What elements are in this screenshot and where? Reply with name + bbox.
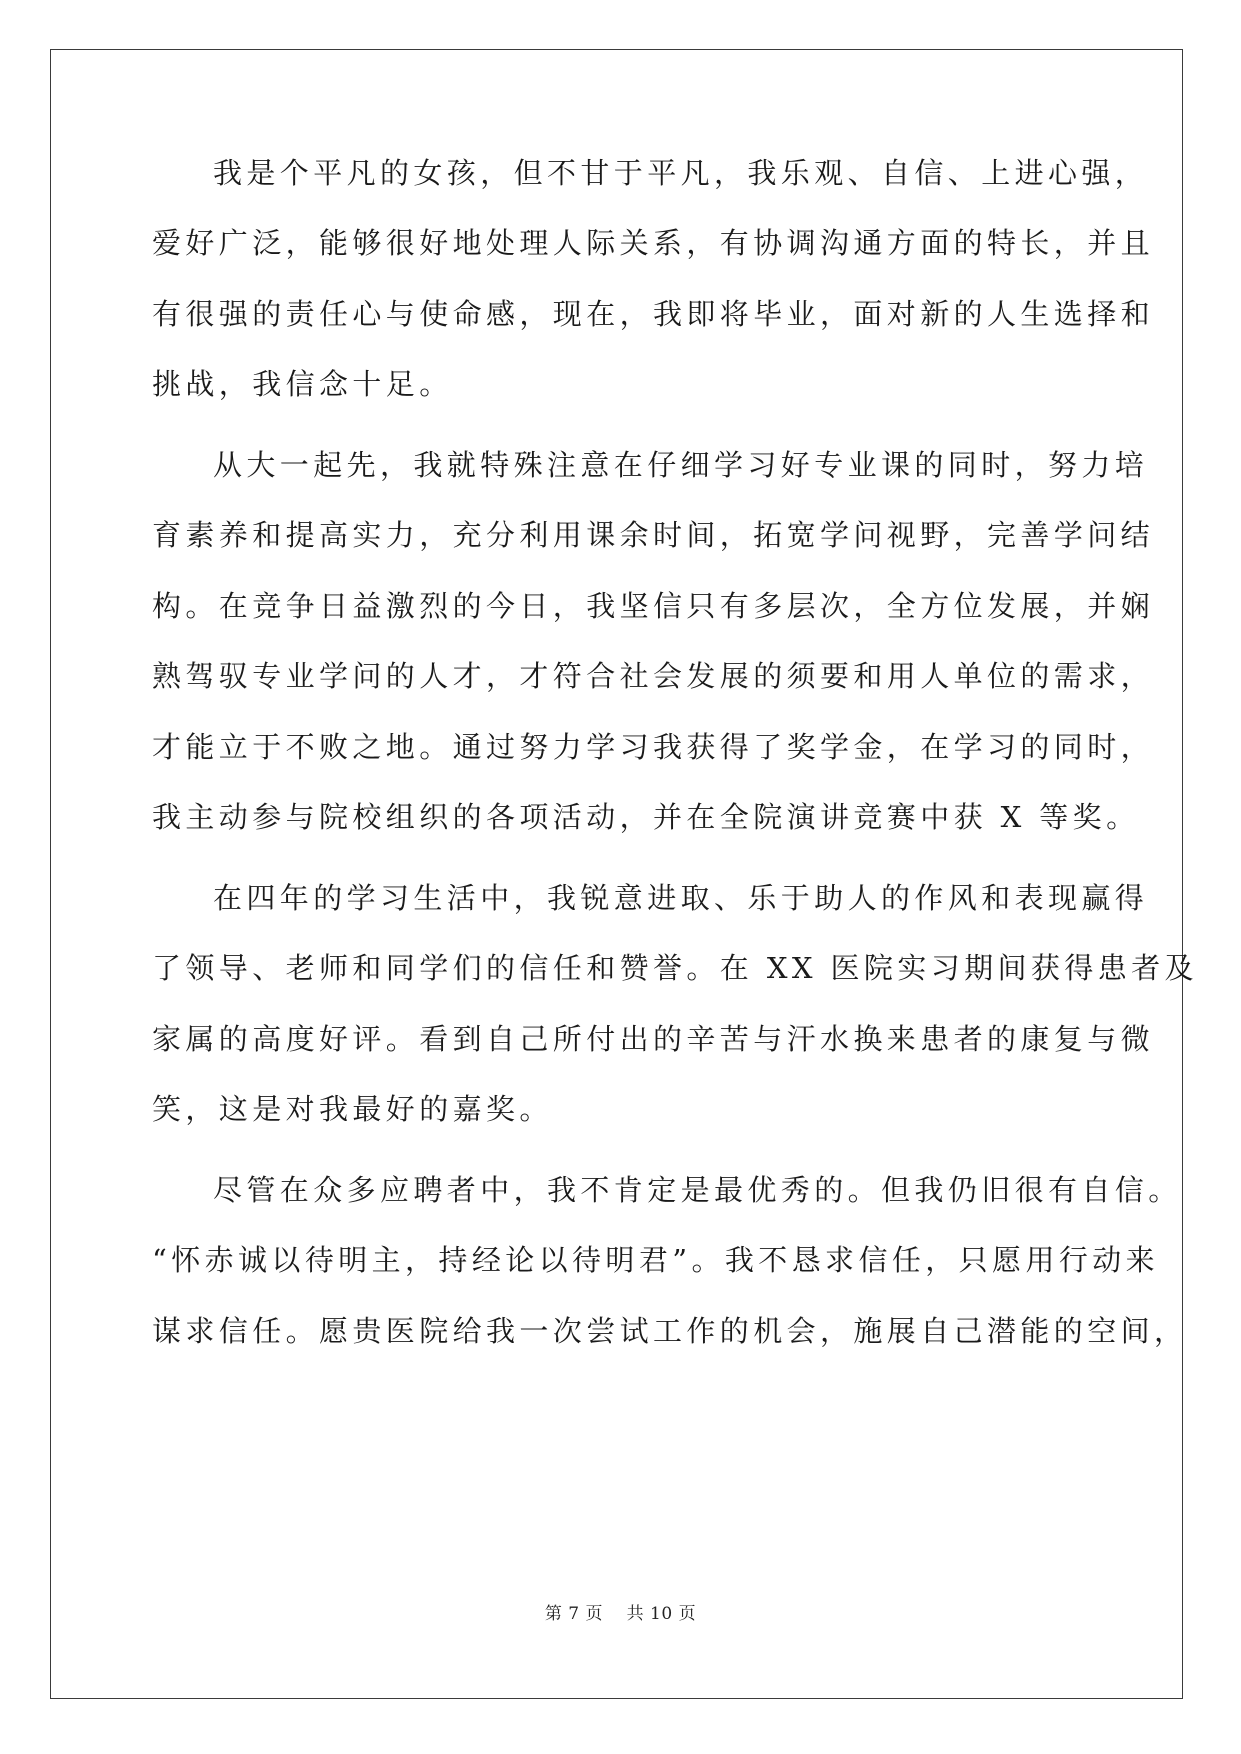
paragraph-1-line-1: 我是个平凡的女孩，但不甘于平凡，我乐观、自信、上进心强， <box>213 156 1149 190</box>
paragraph-3-line-1: 在四年的学习生活中，我锐意进取、乐于助人的作风和表现赢得 <box>213 881 1149 915</box>
paragraph-2-line-4: 熟驾驭专业学问的人才，才符合社会发展的须要和用人单位的需求， <box>152 659 1155 693</box>
paragraph-2-line-2: 育素养和提高实力，充分利用课余时间，拓宽学问视野，完善学问结 <box>152 518 1155 552</box>
paragraph-1-line-3: 有很强的责任心与使命感，现在，我即将毕业，面对新的人生选择和 <box>152 297 1155 331</box>
paragraph-2-line-6: 我主动参与院校组织的各项活动，并在全院演讲竞赛中获 X 等奖。 <box>152 800 1140 834</box>
paragraph-2-line-1: 从大一起先，我就特殊注意在仔细学习好专业课的同时，努力培 <box>213 448 1149 482</box>
paragraph-1-line-2: 爱好广泛，能够很好地处理人际关系，有协调沟通方面的特长，并且 <box>152 226 1155 260</box>
paragraph-4-line-2: “怀赤诚以待明主，持经论以待明君”。我不恳求信任，只愿用行动来 <box>152 1243 1160 1277</box>
paragraph-3-line-4: 笑，这是对我最好的嘉奖。 <box>152 1092 553 1126</box>
paragraph-3-line-3: 家属的高度好评。看到自己所付出的辛苦与汗水换来患者的康复与微 <box>152 1022 1155 1056</box>
paragraph-4-line-1: 尽管在众多应聘者中，我不肯定是最优秀的。但我仍旧很有自信。 <box>213 1173 1182 1207</box>
paragraph-2-line-5: 才能立于不败之地。通过努力学习我获得了奖学金，在学习的同时， <box>152 730 1155 764</box>
paragraph-3-line-2: 了领导、老师和同学们的信任和赞誉。在 XX 医院实习期间获得患者及 <box>152 951 1198 985</box>
paragraph-4-line-3: 谋求信任。愿贵医院给我一次尝试工作的机会，施展自己潜能的空间， <box>152 1314 1188 1348</box>
paragraph-2-line-3: 构。在竞争日益激烈的今日，我坚信只有多层次，全方位发展，并娴 <box>152 589 1155 623</box>
page-number-footer: 第 7 页 共 10 页 <box>544 1604 697 1624</box>
paragraph-1-line-4: 挑战，我信念十足。 <box>152 367 453 401</box>
